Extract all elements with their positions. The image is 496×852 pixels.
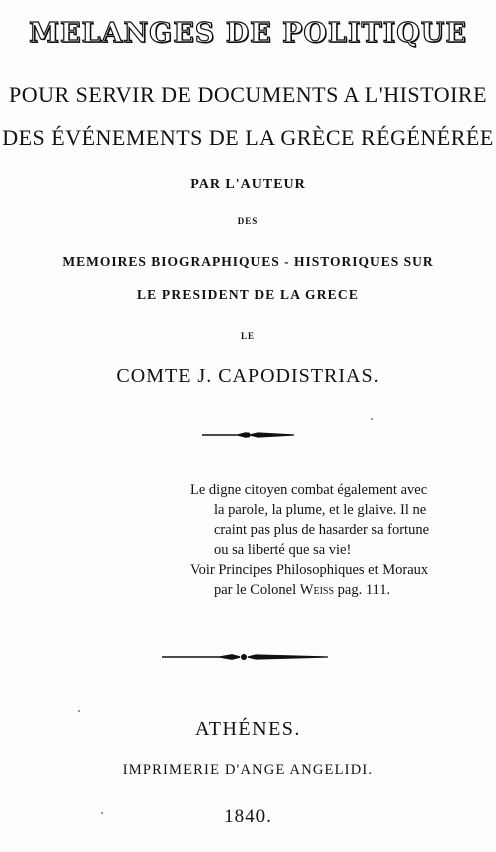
book-title: MELANGES DE POLITIQUE [29,18,467,49]
epigraph-line-4: ou sa liberté que sa vie! [214,542,352,558]
printer-line: IMPRIMERIE D'ANGE ANGELIDI. [122,762,374,778]
president-line: LE PRESIDENT DE LA GRECE [136,287,360,302]
source-author: Weiss [299,582,335,598]
place-of-publication: ATHÉNES. [195,718,301,740]
paper-speck [78,710,80,712]
epigraph [190,480,490,600]
le-label: LE [240,331,255,341]
paper-speck [371,418,373,420]
subtitle-line-2: DES ÉVÉNEMENTS DE LA GRÈCE RÉGÉNÉRÉE [2,125,494,150]
epigraph-source-line-2 [190,580,490,600]
source-prefix: par le Colonel [214,582,297,598]
comte-name: COMTE J. CAPODISTRIAS. [116,365,380,387]
des-label: DES [237,216,259,226]
paper-speck [101,812,103,814]
epigraph-line-1: Le digne citoyen combat également avec [190,482,428,498]
source-page: pag. 111. [337,582,391,598]
memoires-line: MEMOIRES BIOGRAPHIQUES - HISTORIQUES SUR [62,254,434,269]
ornamental-rule-top [200,429,296,441]
subtitle-line-1: POUR SERVIR DE DOCUMENTS A L'HISTOIRE [8,82,488,107]
publication-year: 1840. [224,806,272,827]
epigraph-line-2: la parole, la plume, et le glaive. Il ne [214,502,427,518]
epigraph-source-line-1: Voir Principes Philosophiques et Moraux [190,562,429,578]
epigraph-line-3: craint pas plus de hasarder sa fortune [214,522,430,538]
ornamental-rule-bottom [160,651,332,663]
by-author-label: PAR L'AUTEUR [190,177,306,192]
